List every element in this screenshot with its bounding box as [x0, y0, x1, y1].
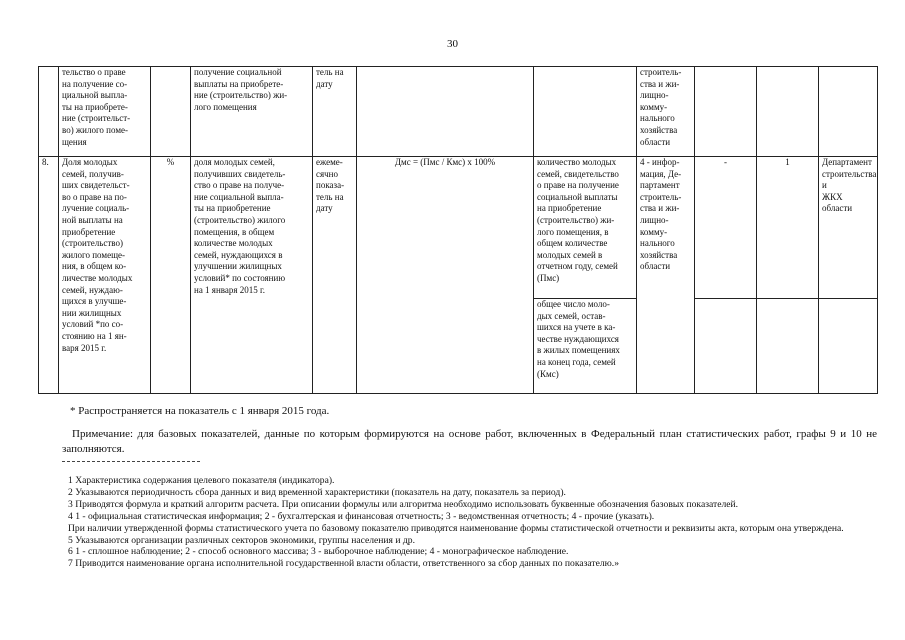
- cell-source: строитель- ства и жи- лищно- комму- нального хозяйства области: [637, 67, 695, 157]
- footnote: 5 Указываются организации различных секторов экономики, группы населения и др.: [68, 534, 415, 546]
- footnote: 2 Указываются периодичность сбора данных и вид временной характеристики (показатель на дату, показатель за период).: [68, 486, 566, 498]
- asterisk-note: * Распространяется на показатель с 1 января 2015 года.: [70, 405, 330, 417]
- cell-col10-empty: [757, 299, 819, 394]
- cell-col10: 1: [757, 157, 819, 299]
- cell-col10: [757, 67, 819, 157]
- footnote: 7 Приводится наименование органа исполнительной государственной власти области, ответственного за сбор данных по показателю.»: [68, 558, 620, 570]
- cell-col9: -: [695, 157, 757, 299]
- cell-responsible: [819, 67, 878, 157]
- cell-indicator-pms: количество молодых семей, свидетельство о праве на получение социальной выплаты на приобретение (строительство) жи- лого помещения, в общем количестве молодых семей в отчетном году, семей (Пмс): [534, 157, 637, 299]
- cell-responsible-empty: [819, 299, 878, 394]
- page-number: 30: [447, 38, 458, 50]
- cell-formula: [357, 67, 534, 157]
- cell-indicator-kms: общее число моло- дых семей, остав- шихся на учете в ка- честве нуждающихся в жилых помещениях на конец года, семей (Кмс): [534, 299, 637, 394]
- footnotes: [38, 475, 880, 570]
- footnote: 6 1 - сплошное наблюдение; 2 - способ основного массива; 3 - выборочное наблюдение; 4 - монографическое наблюдение.: [68, 546, 569, 558]
- cell-periodicity: ежеме- сячно показа- тель на дату: [313, 157, 357, 394]
- footnote: 3 Приводятся формула и краткий алгоритм расчета. При описании формулы или алгоритма необходимо использовать буквенные обозначения базовых показателей.: [68, 498, 739, 510]
- cell-col9-empty: [695, 299, 757, 394]
- cell-formula: Дмс = (Пмс / Кмс) х 100%: [357, 157, 534, 394]
- cell-source: 4 - инфор- мация, Де- партамент строитель- ства и жи- лищно- комму- нального хозяйства области: [637, 157, 695, 394]
- cell-periodicity: тель на дату: [313, 67, 357, 157]
- cell-definition: получение социальной выплаты на приобрете- ние (строительство) жи- лого помещения: [191, 67, 313, 157]
- table-row-continuation: [39, 67, 878, 157]
- cell-name: Доля молодых семей, получив- ших свидетельст- во о праве на по- лучение социаль- ной выплаты на приобретение (строительство) жилого помеще- ния, в общем ко- личестве молодых семей, нуждаю- щихся в улучше- нии жилищных условий *по со- стоянию на 1 ян- варя 2015 г.: [59, 157, 151, 394]
- footnote: 4 1 - официальная статистическая информация; 2 - бухгалтерская и финансовая отчетность; 3 - ведомственная отчетность; 4 - прочие (указать).: [68, 510, 655, 522]
- cell-name: тельство о праве на получение со- циальной выпла- ты на приобрете- ние (строительст- во) жилого поме- щения: [59, 67, 151, 157]
- cell-unit: %: [151, 157, 191, 394]
- cell-unit: [151, 67, 191, 157]
- cell-responsible: Департамент строительства и ЖКХ области: [819, 157, 878, 299]
- footnote: 1 Характеристика содержания целевого показателя (индикатора).: [68, 475, 335, 486]
- footnote: При наличии утвержденной формы статистического учета по базовому показателю приводятся наименование формы статистической отчетности и реквизиты акта, которым она утверждена.: [68, 522, 844, 534]
- cell-num: [39, 67, 59, 157]
- cell-definition: доля молодых семей, получивших свидетель- ство о праве на получе- ние социальной выпла- ты на приобретение (строительство) жилого помещения, в общем количестве молодых семей, нуждающихся в улучшении жилищных условий* по состоянию на 1 января 2015 г.: [191, 157, 313, 394]
- cell-indicators: [534, 67, 637, 157]
- cell-num: 8.: [39, 157, 59, 394]
- separator-line: [62, 461, 200, 462]
- indicators-table: [38, 66, 878, 394]
- notes-block: [62, 404, 877, 466]
- table-row-8: [39, 157, 878, 299]
- remark-note: Примечание: для базовых показателей, данные по которым формируются на основе работ, включенных в Федеральный план статистических работ, графы 9 и 10 не заполняются.: [62, 428, 877, 455]
- cell-col9: [695, 67, 757, 157]
